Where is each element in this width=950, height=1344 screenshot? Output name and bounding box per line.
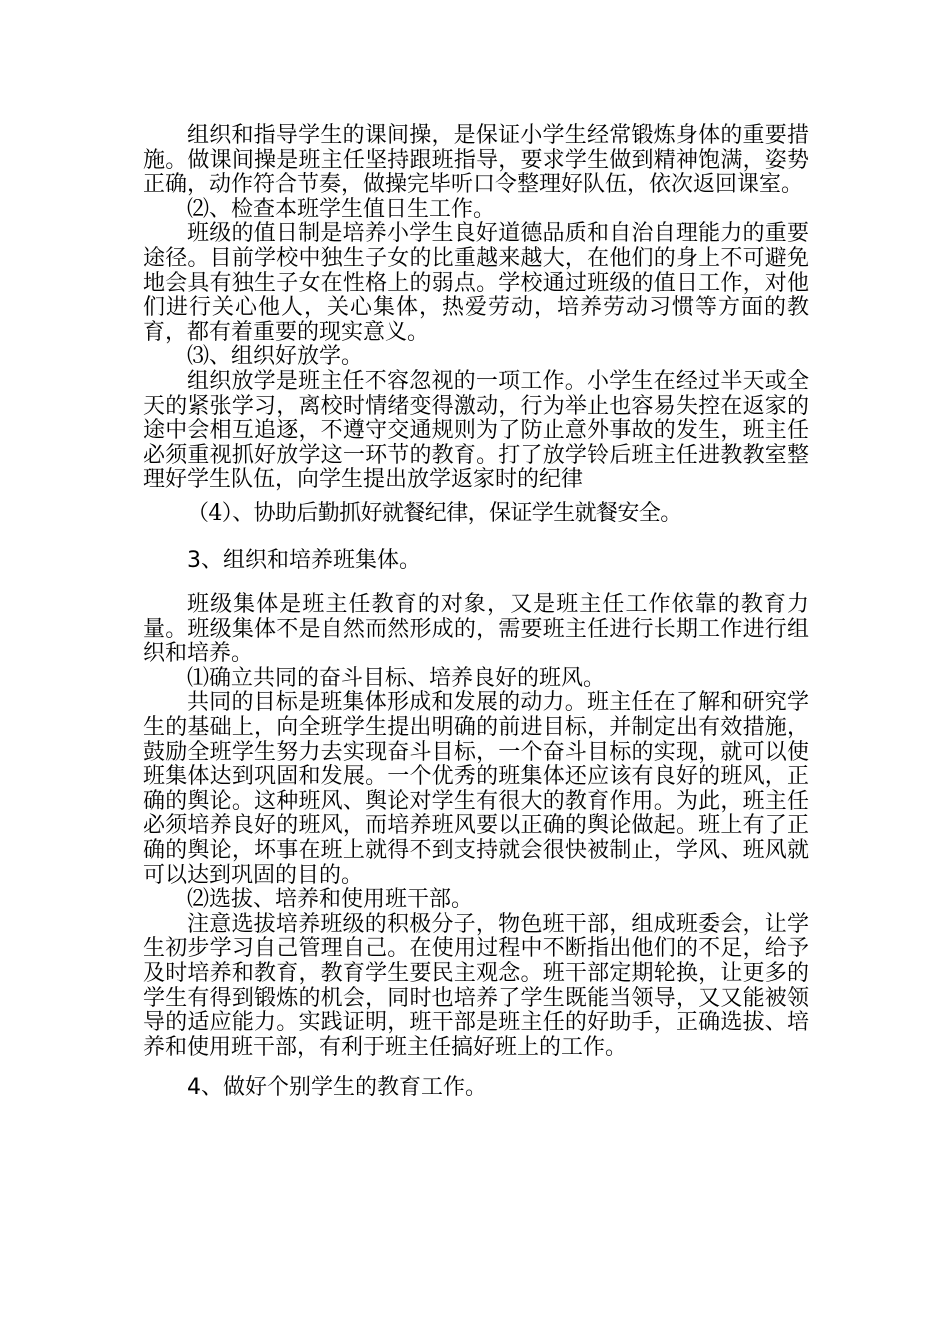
- heading-common-goal: ⑴确立共同的奋斗目标、培养良好的班风。: [187, 665, 606, 691]
- heading-dismissal: ⑶、组织好放学。: [187, 344, 364, 370]
- heading-dining: （4）、协助后勤抓好就餐纪律，保证学生就餐安全。: [187, 500, 682, 526]
- paragraph-duty: 班级的值日制是培养小学生良好道德品质和自治自理能力的重要途径。目前学校中独生子女的比重越来越大，在他们的身上不可避免地会具有独生子女在性格上的弱点。学校通过班级的值日工作，对他们进行关心他人，关心集体，热爱劳动，培养劳动习惯等方面的教育，都有着重要的现实意义。: [143, 221, 809, 345]
- paragraph-common-goal: 共同的目标是班集体形成和发展的动力。班主任在了解和研究学生的基础上，向全班学生提出明确的前进目标，并制定出有效措施，鼓励全班学生努力去实现奋斗目标，一个奋斗目标的实现，就可以使班集体达到巩固和发展。一个优秀的班集体还应该有良好的班风，正确的舆论。这种班风、舆论对学生有很大的教育作用。为此，班主任必须培养良好的班风，而培养班风要以正确的舆论做起。班上有了正确的舆论，坏事在班上就得不到支持就会很快被制止，学风、班风就可以达到巩固的目的。: [143, 690, 809, 888]
- paragraph-class-cadres: 注意选拔培养班级的积极分子，物色班干部，组成班委会，让学生初步学习自己管理自己。在使用过程中不断指出他们的不足，给予及时培养和教育，教育学生要民主观念。班干部定期轮换，让更多的学生有得到锻炼的机会，同时也培养了学生既能当领导，又又能被领导的适应能力。实践证明，班干部是班主任的好助手，正确选拔、培养和使用班干部，有利于班主任搞好班上的工作。: [143, 911, 809, 1060]
- heading-class-cadres: ⑵选拔、培养和使用班干部。: [187, 887, 474, 913]
- paragraph-dismissal: 组织放学是班主任不容忽视的一项工作。小学生在经过半天或全天的紧张学习，离校时情绪变得激动，行为举止也容易失控在返家的途中会相互追逐，不遵守交通规则为了防止意外事故的发生，班主任必须重视抓好放学这一环节的教育。打了放学铃后班主任进教教室整理好学生队伍，向学生提出放学返家时的纪律: [143, 368, 809, 493]
- section-heading-individual-education: 4、做好个别学生的教育工作。: [187, 1075, 487, 1101]
- heading-duty-check: ⑵、检查本班学生值日生工作。: [187, 196, 496, 222]
- paragraph-exercise: 组织和指导学生的课间操，是保证小学生经常锻炼身体的重要措施。做课间操是班主任坚持跟班指导，要求学生做到精神饱满，姿势正确，动作符合节奏，做操完毕听口令整理好队伍，依次返回课室。: [143, 123, 809, 198]
- document-body: [143, 124, 809, 1101]
- section-heading-class-collective: 3、组织和培养班集体。: [187, 547, 421, 573]
- paragraph-class-collective: 班级集体是班主任教育的对象，又是班主任工作依靠的教育力量。班级集体不是自然而然形成的，需要班主任进行长期工作进行组织和培养。: [143, 592, 809, 667]
